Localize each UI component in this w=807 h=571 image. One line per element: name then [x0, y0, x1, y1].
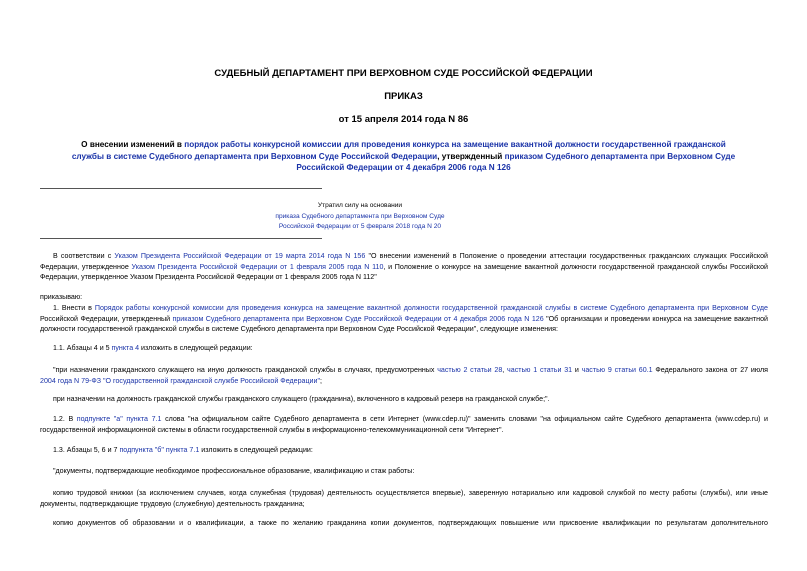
para-text: 1.3. Абзацы 5, 6 и 7 — [53, 446, 120, 454]
para-text: 1.2. В — [53, 415, 77, 423]
title-text-2: , утвержденный — [437, 151, 505, 161]
para-text: "при назначении гражданского служащего на иную должность гражданской службы в случаях, предусмотренных — [53, 366, 438, 374]
para-text: В соответствии с — [53, 252, 115, 260]
para-1-line-3: Федерации, утвержденное Указом Президента Российской Федерации от 1 февраля 2005 года N 112" — [40, 273, 377, 281]
link-art-28[interactable]: частью 2 статьи 28 — [437, 366, 503, 374]
para-text: , — [502, 366, 508, 374]
para-4-line-1 — [53, 365, 768, 376]
para-7 — [53, 445, 768, 456]
link-decree-110[interactable]: Указом Президента Российской Федерации от 1 февраля 2005 года N 110 — [131, 262, 384, 271]
repeal-note-line-1: Утратил силу на основании — [317, 202, 403, 209]
para-9-line-1: копию трудовой книжки (за исключением случаев, когда служебная (трудовая) деятельность осуществляется впервые), заверенную нотариально или кадровой службой по месту работы (службы), или иные — [53, 489, 768, 497]
repeal-note-link-1[interactable]: приказа Судебного департамента при Верховном Суде — [275, 212, 445, 220]
link-subitem-a-7-1[interactable]: подпункте "а" пункта 7.1 — [76, 415, 162, 423]
para-text: изложить в следующей редакции: — [199, 446, 313, 454]
link-order-126[interactable]: приказом Судебного департамента при Верховном Суде Российской Федерации от 4 декабря 2006 года N 126 — [172, 314, 544, 323]
title-text: О внесении изменений в — [81, 140, 185, 149]
title-link-procedure[interactable]: порядок работы конкурсной комиссии для проведения конкурса на замещение вакантной должности государственной гражданской — [184, 140, 726, 149]
para-text: 1.1. Абзацы 4 и 5 — [53, 344, 112, 352]
repeal-note — [200, 201, 520, 233]
para-text: "О внесении изменений в Положение о проведении аттестации государственных гражданских служащих Российской — [365, 252, 769, 260]
para-6-line-1 — [53, 414, 768, 425]
para-1-line-1 — [53, 251, 768, 262]
para-10-line-1: копию документов об образовании и о квалификации, а также по желанию гражданина копии документов, подтверждающих повышение или присвоение квалификации по результатам дополнительного — [53, 519, 768, 527]
link-art-60-1[interactable]: частью 9 статьи 60.1 — [581, 366, 653, 374]
para-text: слова "на официальном сайте Судебного департамента в сети Интернет (www.cdep.ru)" заменить словами "на официальном сайте Судебного департамента (www.cdep.ru) и — [161, 415, 768, 423]
para-text: изложить в следующей редакции: — [139, 344, 253, 352]
link-subitem-b-7-1[interactable]: подпункта "б" пункта 7.1 — [119, 446, 200, 454]
para-6-line-2: государственной информационной системы в области государственной службы в информационно-телекоммуникационной сети "Интернет". — [40, 425, 504, 434]
title-link-order[interactable]: приказом Судебного департамента при Верховном Суде — [504, 151, 736, 161]
order-word: приказываю: — [40, 293, 83, 301]
title-link-procedure-cont[interactable]: службы в системе Судебного департамента при Верховном Суде Российской Федерации — [71, 151, 438, 161]
para-2-line-3: должности государственной гражданской службы в системе Судебного департамента при Верховном Суде Российской Федерации", следующие изменения: — [40, 325, 558, 333]
link-art-31[interactable]: частью 1 статьи 31 — [507, 366, 573, 374]
divider-bottom — [40, 238, 322, 239]
divider-top — [40, 188, 322, 189]
para-text: Российской Федерации, утвержденный — [40, 314, 173, 323]
title-link-order-cont[interactable]: Российской Федерации от 4 декабря 2006 года N 126 — [296, 163, 511, 172]
title-line-2 — [0, 152, 807, 161]
document-type: ПРИКАЗ — [384, 91, 423, 102]
para-9-line-2: документы, подтверждающие трудовую (служебную) деятельность гражданина; — [40, 499, 305, 508]
repeal-note-link-2[interactable]: Российской Федерации от 5 февраля 2018 года N 20 — [278, 223, 442, 230]
para-text: Федерации, утвержденное — [40, 262, 132, 271]
para-text: ; — [319, 376, 322, 385]
link-decree-156[interactable]: Указом Президента Российской Федерации от 19 марта 2014 года N 156 — [114, 252, 366, 260]
title-line-3 — [0, 163, 807, 172]
para-8: "документы, подтверждающие необходимое профессиональное образование, квалификацию и стаж работы: — [53, 467, 415, 475]
para-3 — [53, 343, 768, 354]
link-law-79fz[interactable]: 2004 года N 79-ФЗ "О государственной гражданской службе Российской Федерации" — [40, 376, 320, 385]
link-item-4[interactable]: пункта 4 — [111, 344, 140, 352]
para-text: "Об организации и проведении конкурса на замещение вакантной — [543, 314, 768, 323]
para-text: Федерального закона от 27 июля — [652, 366, 769, 374]
para-1-line-2 — [40, 262, 768, 273]
document-date: от 15 апреля 2014 года N 86 — [338, 114, 469, 125]
para-5: при назначении на должность гражданской службы гражданского служащего (гражданина), включенного в кадровый резерв на гражданской службе;". — [53, 395, 550, 403]
para-text: 1. Внести в — [53, 304, 95, 312]
para-2-line-1 — [53, 303, 768, 314]
department-heading: СУДЕБНЫЙ ДЕПАРТАМЕНТ ПРИ ВЕРХОВНОМ СУДЕ РОССИЙСКОЙ ФЕДЕРАЦИИ — [214, 68, 593, 79]
para-text: , и Положение о конкурсе на замещение вакантной должности государственной гражданской службы Российской — [383, 262, 768, 271]
para-2-line-2 — [40, 314, 768, 325]
link-procedure[interactable]: Порядок работы конкурсной комиссии для проведения конкурса на замещение вакантной должности государственной гражданской службы в системе Судебного департамента при Верховном Суде — [94, 304, 769, 312]
para-text: и — [572, 366, 582, 374]
title-line-1 — [0, 140, 807, 149]
para-4-line-2 — [40, 376, 768, 387]
